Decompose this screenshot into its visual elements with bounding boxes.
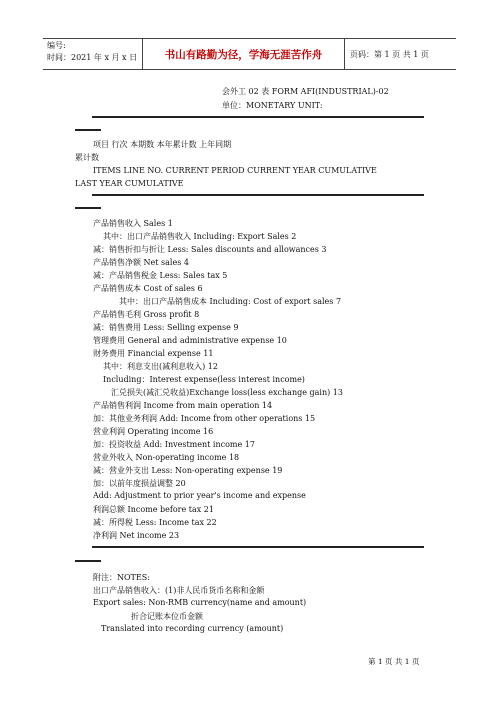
- notes-translated-cn: 折合记账本位币金额: [131, 612, 203, 621]
- page-header: [43, 38, 456, 70]
- line-item-other-operations: 加：其他业务利润 Add: Income from other operations 15: [93, 414, 316, 423]
- line-item-sales: 产品销售收入 Sales 1: [93, 219, 173, 228]
- document-number-label: 编号:: [47, 41, 66, 50]
- header-motto: 书山有路勤为径，学海无涯苦作舟: [164, 49, 323, 61]
- monetary-unit: 单位：MONETARY UNIT:: [222, 101, 323, 110]
- separator-rule: [92, 116, 424, 118]
- page-footer: 第 1 页 共 1 页: [368, 657, 420, 666]
- line-item-non-operating-expense: 减：营业外支出 Less: Non-operating expense 19: [93, 466, 283, 475]
- line-item-cost-of-sales: 产品销售成本 Cost of sales 6: [93, 284, 203, 293]
- column-headings-cn-cont: 累计数: [75, 153, 99, 162]
- document-date: 时间：2021 年 x 月 x 日: [47, 53, 138, 62]
- line-item-prior-year-adjustment: 加：以前年度损益调整 20: [93, 479, 186, 488]
- separator-rule: [75, 560, 101, 562]
- line-item-exchange-loss: 汇兑损失(减汇兑收益)Exchange loss(less exchange gain) 13: [111, 388, 343, 397]
- notes-translated-en: Translated into recording currency (amount): [101, 624, 284, 633]
- column-headings-en: ITEMS LINE NO. CURRENT PERIOD CURRENT YEAR CUMULATIVE: [93, 166, 377, 175]
- separator-rule: [92, 194, 424, 196]
- line-item-net-sales: 产品销售净额 Net sales 4: [93, 258, 189, 267]
- line-item-prior-year-adjustment-en: Add: Adjustment to prior year's income and expense: [93, 491, 306, 500]
- line-item-admin-expense: 管理费用 General and administrative expense 10: [93, 336, 287, 345]
- notes-export-sales-en: Export sales: Non-RMB currency(name and amount): [93, 598, 307, 607]
- line-item-selling-expense: 减：销售费用 Less: Selling expense 9: [93, 323, 239, 332]
- header-divider: [344, 39, 345, 69]
- line-item-export-sales: 其中：出口产品销售收入 Including: Export Sales 2: [103, 232, 297, 241]
- line-item-discounts: 减：销售折扣与折让 Less: Sales discounts and allowances 3: [93, 245, 327, 254]
- line-item-interest-expense-en: Including：Interest expense(less interest income): [103, 375, 305, 384]
- line-item-export-cost: 其中：出口产品销售成本 Including: Cost of export sales 7: [119, 297, 342, 306]
- column-headings-en-cont: LAST YEAR CUMULATIVE: [75, 179, 184, 188]
- line-item-main-operation-income: 产品销售利润 Income from main operation 14: [93, 401, 273, 410]
- line-item-income-tax: 减：所得税 Less: Income tax 22: [93, 518, 217, 527]
- header-divider: [142, 39, 143, 69]
- notes-export-sales-cn: 出口产品销售收入：(1)非人民币货币名称和金额: [93, 586, 265, 595]
- line-item-financial-expense: 财务费用 Financial expense 11: [93, 349, 214, 358]
- notes-heading: 附注：NOTES:: [93, 573, 150, 582]
- separator-rule: [75, 207, 101, 209]
- line-item-gross-profit: 产品销售毛利 Gross profit 8: [93, 310, 200, 319]
- separator-rule: [92, 546, 424, 548]
- line-item-non-operating-income: 营业外收入 Non-operating income 18: [93, 453, 240, 462]
- line-item-interest-expense: 其中：利息支出(减利息收入) 12: [103, 362, 218, 371]
- column-headings-cn: 项目 行次 本期数 本年累计数 上年同期: [93, 140, 232, 149]
- line-item-sales-tax: 减：产品销售税金 Less: Sales tax 5: [93, 271, 228, 280]
- header-page-number: 页码：第 1 页 共 1 页: [350, 50, 429, 59]
- separator-rule: [75, 129, 101, 131]
- line-item-operating-income: 营业利润 Operating income 16: [93, 427, 214, 436]
- line-item-income-before-tax: 利润总额 Income before tax 21: [93, 505, 214, 514]
- header-meta: [47, 40, 137, 64]
- line-item-net-income: 净利润 Net income 23: [93, 531, 180, 540]
- line-item-investment-income: 加：投资收益 Add: Investment income 17: [93, 440, 255, 449]
- form-code: 会外工 02 表 FORM AFI(INDUSTRIAL)-02: [222, 87, 389, 96]
